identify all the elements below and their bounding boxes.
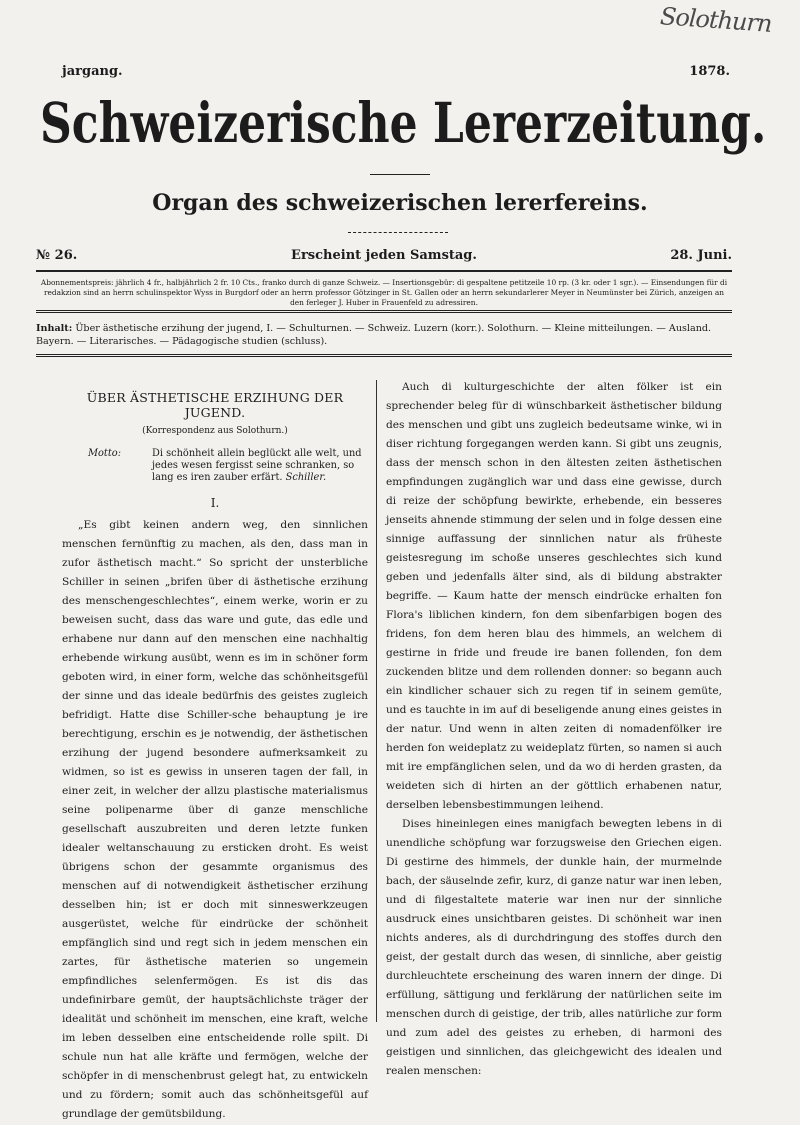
- section-number: I.: [210, 496, 220, 510]
- article-paragraph: „Es gibt keinen andern weg, den sinnlichen menschen fernünftig zu machen, als den, dass man in zufor ästhetisch macht.“ So spricht der unsterbliche Schiller in seinen „brifen über di ästhetische erzihung des menschengeschlechtes“, einem werke, worin er zu beweisen sucht, dass das ware und gute, das edle und erhabene nur dann auf den menschen eine nachhaltig erhebende wirkung ausübt, wenn es im in schöner form geboten wird, in einer form, welche das schönheitsgefül der sinne und das ideale bedürfnis des geistes zugleich befridigt. Hatte dise Schiller-sche behauptung je ire berechtigung, erschin es je notwendig, der ästhetischen erzihung der jugend besondere aufmerksamkeit zu widmen, so ist es gewiss in unseren tagen der fall, in einer zeit, in welcher der allzu plastische materialismus seine polipenarme über di ganze menschliche gesellschaft auszubreiten und deren letzte funken idealer weltanschauung zu ersticken droht. Es weist übrigens schon der gesammte organismus des menschen auf di notwendigkeit ästhetischer erzihung desselben hin; ist er doch mit sinneswerkzeugen ausgerüstet, welche für eindrücke der schönheit empfänglich sind und regt sich in jedem menschen ein zartes, für ästhetische materien so ungemein empfindliches selenfermögen. Es ist dis das undefinirbare gemüt, der hauptsächlichste träger der idealität und schönheit im menschen, eine kraft, welche im leben desselben eine entscheidende rolle spilt. Di schule nun hat alle kräfte und fermögen, welche der schöpfer in di menschenbrust gelegt hat, zu entwickeln und zu fördern; somit auch das schönheitsgefül auf grundlage der gemütsbildung.: [62, 519, 368, 1120]
- top-line: [62, 64, 730, 80]
- correspondence-note: (Korrespondenz aus Solothurn.): [142, 426, 288, 436]
- subscription-info: Abonnementspreis: jährlich 4 fr., halbjährlich 2 fr. 10 Cts., franko durch di ganze Schweiz. — Insertionsgebür: di gespaltene petitzeile 10 rp. (3 kr. oder 1 sgr.). — Einsendungen für di redakzion sind an herrn schulinspektor Wyss in Burgdorf oder an herrn professor Götzinger in St. Gallen oder an herrn sekundarlerer Meyer in Neumünster bei Zürich, anzeigen an den ferleger J. Huber in Frauenfeld zu adressiren.: [40, 278, 728, 307]
- handwritten-annotation: Solothurn: [659, 2, 773, 38]
- rule-under-issue: [36, 270, 732, 272]
- issue-number: № 26.: [36, 248, 78, 263]
- year: 1878.: [689, 64, 730, 79]
- volume-label: jargang.: [62, 64, 123, 79]
- article-heading: ÜBER ÄSTHETISCHE ERZIHUNG DER JUGEND.: [86, 390, 344, 420]
- table-of-contents: [36, 322, 732, 348]
- motto-label: Motto:: [88, 448, 122, 459]
- contents-text: Über ästhetische erzihung der jugend, I. — Schulturnen. — Schweiz. Luzern (korr.). Solothurn. — Kleine mitteilungen. — Ausland. Bayern. — Literarisches. — Pädagogische studien (schluss).: [36, 323, 712, 347]
- article-paragraph: Dises hineinlegen eines manigfach bewegten lebens in di unendliche schöpfung war forzugsweise den Griechen eigen. Di gestirne des himmels, der dunkle hain, der murmelnde bach, der säuselnde zefir, kurz, di ganze natur war inen leben, und di filgestaltete materie war inen nur der sinnliche ausdruck eines unsichtbaren geistes. Di schönheit war inen nichts anderes, als di durchdringung des stoffes durch den geist, der gestalt durch das wesen, di sinnliche, aber geistig durchleuchtete erscheinung des waren innern der dinge. Di erfüllung, sättigung und ferklärung der natürlichen seite im menschen durch di geistige, der trib, alles natürliche zur form und zum adel des geistes zu erheben, di harmoni des geistigen und sinnlichen, das gleichgewicht des idealen und realen menschen:: [386, 818, 722, 1077]
- publication-frequency: Erscheint jeden Samstag.: [291, 248, 477, 263]
- contents-label: Inhalt:: [36, 323, 73, 334]
- left-column: [62, 378, 368, 1124]
- issue-row: [36, 248, 732, 266]
- motto-text: Di schönheit allein beglückt alle welt, und jedes wesen fergisst seine schranken, so lang es iren zauber erfärt.: [152, 448, 362, 483]
- masthead-title: Schweizerische Lererzeitung.: [40, 92, 767, 156]
- rule-below-contents: [36, 354, 732, 357]
- motto: [62, 448, 368, 484]
- title-divider: [370, 174, 430, 175]
- masthead-subtitle: Organ des schweizerischen lererfereins.: [152, 190, 648, 216]
- right-column: [386, 378, 722, 1081]
- article-paragraph: Auch di kulturgeschichte der alten fölker ist ein sprechender beleg für di wünschbarkeit ästhetischer bildung des menschen und gibt uns zugleich bedeutsame winke, wi in diser richtung forgegangen werden kann. Si gibt uns zeugnis, dass der mensch schon in den ältesten zeiten ästhetischen empfindungen zugänglich war und dass eine gewisse, durch di reize der schöpfung bewirkte, erhebende, ein besseres jenseits ahnende stimmung der selen und in folge dessen eine sinnige auffassung der sinnlichen natur als früheste geistesregung im schoße unseres geschlechtes sich kund geben und jedenfalls älter sind, als di bildung abstrakter begriffe. — Kaum hatte der mensch eindrücke erhalten fon Flora's liblichen kindern, fon dem sibenfarbigen bogen des fridens, fon dem heren blau des himmels, an welchem di gestirne in fride und freude ire banen follenden, fon dem zuckenden blitze und dem rollenden donner: so begann auch ein kindlicher schauer sich zu regen tif in seinem gemüte, und es tauchte in im auf di beseligende anung eines geistes in der natur. Und wenn in alten zeiten di nomadenfölker ire herden fon weideplatz zu weideplatz fürten, so namen si auch mit ire empfänglichen selen, und da wo di herden grasten, da weideten sich di hirten an der göttlich erhabenen natur, derselben lebensbestimmungen leihend.: [386, 381, 722, 811]
- rule-above-contents: [36, 310, 732, 313]
- motto-author: Schiller.: [285, 472, 327, 483]
- subtitle-divider: [348, 232, 448, 233]
- issue-date: 28. Juni.: [670, 248, 732, 263]
- column-divider: [376, 380, 377, 1022]
